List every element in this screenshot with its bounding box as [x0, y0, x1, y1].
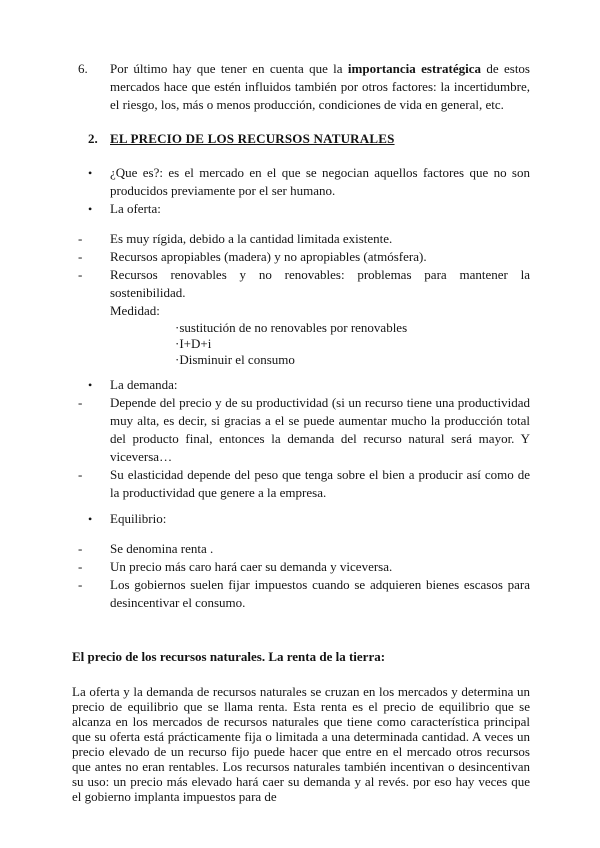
- bullet-demand: [72, 376, 530, 394]
- list-item-text: Depende del precio y de su productividad (si un recurso tiene una productividad muy alta, es decir, si gracias a el se puede aumentar mucho la producción total del producto final, entonces la demanda del recurso natural será mayor. Y viceversa…: [110, 395, 530, 464]
- bullet-marker: •: [88, 166, 93, 180]
- list-item: [72, 558, 530, 576]
- dash-marker: -: [78, 559, 83, 574]
- dash-marker: -: [78, 267, 83, 282]
- bullet-text: ¿Que es?: es el mercado en el que se negocian aquellos factores que no son producidos previamente por el ser humano.: [110, 165, 530, 198]
- bullet-marker: •: [88, 512, 93, 526]
- measure-item: ·Disminuir el consumo: [175, 352, 295, 367]
- bullet-what-is: [72, 164, 530, 200]
- bullet-marker: •: [88, 202, 93, 216]
- measure-item: ·sustitución de no renovables por renovables: [175, 320, 408, 335]
- item-text-bold: importancia estratégica: [347, 61, 482, 76]
- list-item: [72, 266, 530, 320]
- dash-marker: -: [78, 249, 83, 264]
- item-text-before-bold: Por último hay que tener en cuenta que la: [110, 61, 348, 76]
- dash-marker: -: [78, 467, 83, 482]
- list-item-text: Los gobiernos suelen fijar impuestos cuando se adquieren bienes escasos para desincentivar el consumo.: [110, 577, 530, 610]
- list-item: [72, 394, 530, 466]
- list-item-line2: Medidad:: [110, 303, 160, 318]
- list-item: [72, 230, 530, 248]
- list-item-text: Su elasticidad depende del peso que tenga sobre el bien a producir así como de la productividad que genere a la empresa.: [110, 467, 530, 500]
- land-rent-paragraph: La oferta y la demanda de recursos naturales se cruzan en los mercados y determina un precio de equilibrio que se llama renta. Esta renta es el precio de equilibrio que se alcanza en los mercados de recursos naturales que tiene como característica principal que su oferta está prácticamente fija o limitada a una determinada cantidad. A veces un precio elevado de un recurso fijo puede hacer que entre en el mercado otros recursos que antes no eran rentables. Los recursos naturales también incentivan o desincentivan su uso: un precio más elevado hará caer su demanda y al revés. por eso hay veces que el gobierno implanta impuestos para de: [72, 684, 530, 804]
- dash-marker: -: [78, 577, 83, 592]
- list-item-text: Es muy rígida, debido a la cantidad limitada existente.: [110, 231, 393, 246]
- land-rent-heading: El precio de los recursos naturales. La renta de la tierra:: [72, 649, 386, 664]
- demand-dash-list: [72, 394, 530, 502]
- list-item-line1: Recursos renovables y no renovables: problemas para mantener la sostenibilidad.: [110, 267, 530, 300]
- list-item: [72, 540, 530, 558]
- item-text: [110, 60, 530, 114]
- bullet-equilibrium: [72, 510, 530, 528]
- dash-marker: -: [78, 541, 83, 556]
- list-item: [72, 576, 530, 612]
- section-number: 2.: [88, 131, 98, 146]
- numbered-item-6: [72, 60, 530, 114]
- equilibrium-dash-list: [72, 540, 530, 612]
- dash-marker: -: [78, 395, 83, 410]
- bullet-text: Equilibrio:: [110, 511, 167, 526]
- supply-dash-list: [72, 230, 530, 320]
- item-text-after-bold: de estos mercados hace que estén influidos también por otros factores: la incertidumbre, el riesgo, los, más o menos producción, condiciones de vida en general, etc.: [110, 61, 530, 112]
- bullet-text: La oferta:: [110, 201, 161, 216]
- item-number: 6.: [78, 61, 88, 76]
- measure-item: ·I+D+i: [175, 336, 212, 351]
- list-item: [72, 466, 530, 502]
- dash-marker: -: [78, 231, 83, 246]
- list-item-text: [110, 266, 530, 320]
- bullet-text: La demanda:: [110, 377, 178, 392]
- section-heading: [72, 130, 530, 148]
- bullet-supply: [72, 200, 530, 218]
- bullet-marker: •: [88, 378, 93, 392]
- section-title: EL PRECIO DE LOS RECURSOS NATURALES: [110, 131, 395, 146]
- list-item-text: Un precio más caro hará caer su demanda y viceversa.: [110, 559, 393, 574]
- list-item-text: Recursos apropiables (madera) y no apropiables (atmósfera).: [110, 249, 427, 264]
- list-item: [72, 248, 530, 266]
- list-item-text: Se denomina renta .: [110, 541, 214, 556]
- measures-list: [175, 320, 530, 368]
